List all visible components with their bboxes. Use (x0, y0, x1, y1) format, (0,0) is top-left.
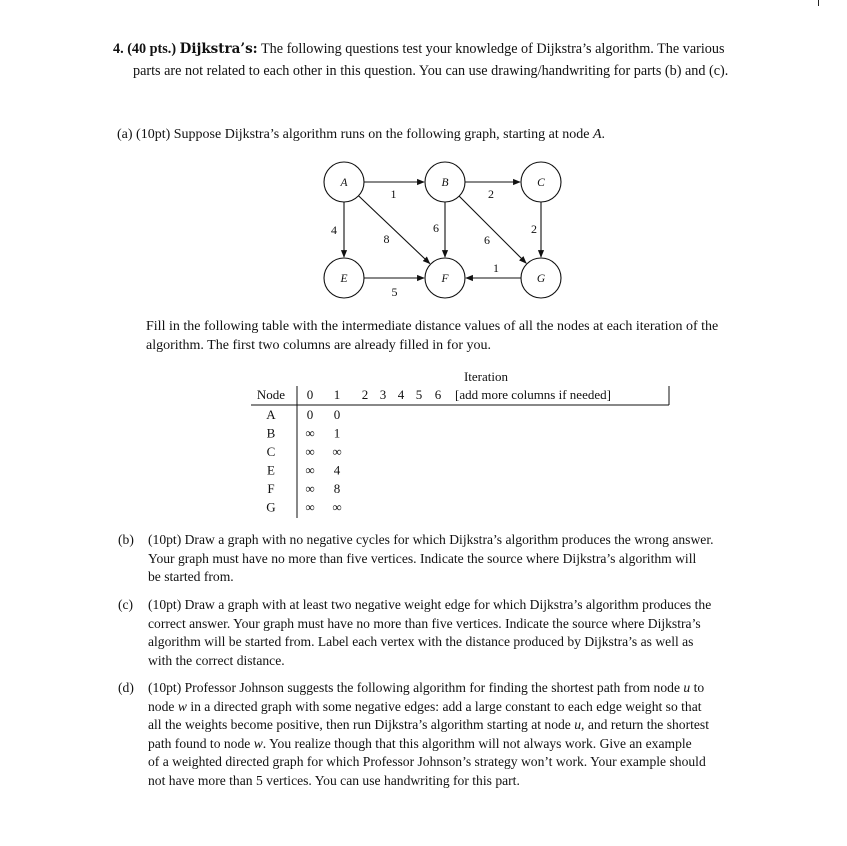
part-a-label: (a) (117, 127, 133, 142)
part-d-line1-text: (10pt) Professor Johnson suggests the following algorithm for finding the shortest path from node (148, 680, 680, 695)
row-node-B: B (266, 425, 276, 441)
add-more-columns-note: [add more columns if needed] (455, 387, 611, 402)
cell-B-0: ∞ (305, 425, 315, 441)
question-number: 4. (113, 41, 124, 57)
question-header (113, 40, 813, 59)
edge-weight-A-F: 8 (383, 232, 390, 246)
row-node-E: E (267, 462, 275, 478)
cell-C-1: ∞ (332, 444, 342, 459)
iteration-col-3: 3 (379, 387, 387, 402)
cell-F-0: ∞ (305, 481, 315, 496)
edge-weight-G-F: 1 (493, 261, 499, 275)
cell-A-1: 0 (333, 407, 341, 422)
table-instructions-line2: algorithm. The first two columns are already filled in for you. (146, 338, 491, 353)
part-b-line: (10pt) Draw a graph with no negative cycles for which Dijkstra’s algorithm produces the wrong answer. (148, 532, 714, 547)
iteration-col-2: 2 (361, 387, 369, 402)
iteration-col-1: 1 (333, 387, 341, 402)
node-label-B: B (441, 177, 449, 189)
part-a-prompt (117, 127, 605, 143)
var-u: u (574, 717, 582, 733)
part-b-line: Your graph must have no more than five vertices. Indicate the source where Dijkstra’s algorithm will (148, 550, 697, 566)
iteration-col-0: 0 (306, 387, 314, 402)
part-c-label: (c) (118, 597, 134, 612)
iteration-col-4: 4 (397, 387, 405, 402)
cell-E-0: ∞ (305, 462, 315, 478)
part-c-line: (10pt) Draw a graph with at least two negative weight edge for which Dijkstra’s algorithm produces the (148, 597, 712, 612)
node-label-A: A (340, 177, 348, 189)
node-label-E: E (340, 273, 348, 285)
table-instructions-line1: Fill in the following table with the intermediate distance values of all the nodes at each iteration of the (146, 319, 719, 334)
part-a-text: (10pt) Suppose Dijkstra’s algorithm runs on the following graph, starting at node (136, 127, 590, 142)
part-b-line: be started from. (148, 569, 234, 585)
node-label-F: F (441, 273, 449, 285)
cell-G-1: ∞ (332, 499, 342, 515)
node-header: Node (256, 387, 286, 402)
part-d-line4 (148, 735, 788, 754)
iteration-col-6: 6 (434, 387, 442, 402)
page-edge-mark (818, 0, 819, 6)
part-d-line3-end: , and return the shortest (581, 717, 710, 733)
part-d-line1 (148, 679, 788, 698)
var-u: u (683, 680, 691, 695)
cell-G-0: ∞ (305, 499, 315, 515)
part-a-period: . (601, 127, 605, 142)
part-d-line5: of a weighted directed graph for which Professor Johnson’s strategy won’t work. Your example should (148, 754, 706, 770)
distance-table (245, 366, 685, 526)
edge-A-F (358, 196, 429, 264)
part-d-line2: node w in a directed graph with some negative edges: add a large constant to each edge weight so that (148, 698, 702, 714)
part-d-line6: not have more than 5 vertices. You can use handwriting for this part. (148, 772, 520, 788)
question-intro-line2: parts are not related to each other in this question. You can use drawing/handwriting for parts (b) and (c). (133, 63, 729, 79)
var-w: w (253, 735, 263, 751)
edge-weight-A-B: 1 (390, 187, 397, 201)
node-label-C: C (537, 177, 545, 189)
edge-weight-B-F: 6 (433, 221, 439, 235)
part-d-line3 (148, 716, 788, 735)
part-d-line3-text: all the weights become positive, then run Dijkstra’s algorithm starting at node (148, 717, 571, 733)
iteration-header: Iteration (463, 369, 509, 384)
part-a-start-node: A (592, 127, 602, 142)
edge-weight-B-C: 2 (488, 187, 494, 201)
node-label-G: G (536, 273, 546, 285)
row-node-C: C (266, 444, 276, 459)
part-b-label: (b) (118, 532, 134, 547)
cell-C-0: ∞ (305, 444, 315, 459)
cell-B-1: 1 (333, 425, 341, 441)
part-c-line: algorithm will be started from. Label each vertex with the distance produced by Dijkstra’s as well as (148, 634, 694, 650)
part-d-line1-end: to (693, 680, 705, 695)
var-w: w (177, 698, 187, 714)
edge-weight-E-F: 5 (391, 285, 398, 299)
table-instructions (146, 317, 786, 355)
part-d-line4-text: path found to node (148, 735, 251, 751)
edge-weight-C-G: 2 (531, 222, 537, 236)
cell-F-1: 8 (333, 481, 341, 496)
part-d-line4-end: . You realize though that this algorithm will not always work. Give an example (262, 735, 692, 751)
cell-E-1: 4 (333, 462, 341, 478)
part-c-line: correct answer. Your graph must have no more than five vertices. Indicate the source where Dijkstra’s (148, 615, 701, 631)
row-node-A: A (266, 407, 276, 422)
dijkstra-graph (300, 152, 600, 302)
cell-A-0: 0 (306, 407, 314, 422)
row-node-G: G (266, 499, 276, 515)
part-c-line: with the correct distance. (148, 652, 285, 668)
edge-weight-B-G: 6 (484, 233, 490, 247)
row-node-F: F (267, 481, 275, 496)
question-title: Dijkstra’s: (179, 41, 258, 57)
iteration-col-5: 5 (415, 387, 423, 402)
part-d-label: (d) (118, 680, 134, 695)
question-intro-line1: The following questions test your knowledge of Dijkstra’s algorithm. The various (260, 41, 725, 57)
part-d-line2-text: in a directed graph with some negative edges: add a large constant to each edge weight so that (190, 698, 702, 714)
question-points: (40 pts.) (127, 41, 177, 57)
edge-B-G (459, 196, 526, 263)
edge-weight-A-E: 4 (331, 223, 337, 237)
